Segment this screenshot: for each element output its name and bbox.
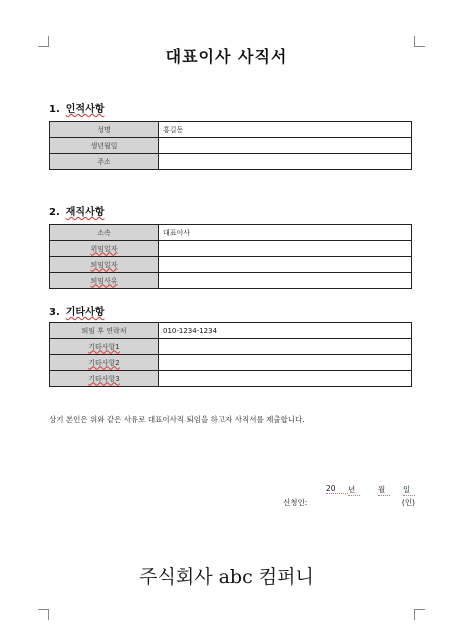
other-2-field[interactable] bbox=[159, 355, 412, 371]
crop-mark-bottom-right bbox=[414, 609, 425, 620]
row-label-appointment-date: 위임일자 bbox=[50, 241, 159, 257]
table-row bbox=[50, 339, 412, 355]
table-row bbox=[50, 371, 412, 387]
month-unit: 월 bbox=[378, 484, 390, 496]
applicant-label: 신청인: bbox=[283, 498, 308, 507]
row-label-contact: 퇴임 후 연락처 bbox=[50, 323, 159, 339]
resignation-reason-field[interactable] bbox=[159, 273, 412, 289]
crop-mark-bottom-left bbox=[38, 609, 49, 620]
row-label-name: 성명 bbox=[50, 122, 159, 138]
table-row bbox=[50, 273, 412, 289]
other-1-field[interactable] bbox=[159, 339, 412, 355]
row-label-birthdate: 생년월일 bbox=[50, 138, 159, 154]
section-title: 인적사항 bbox=[65, 104, 105, 115]
section-title: 재직사항 bbox=[65, 207, 105, 218]
year-unit: 년 bbox=[348, 484, 360, 496]
row-label-other-2: 기타사항2 bbox=[50, 355, 159, 371]
row-label-resignation-reason: 퇴임사유 bbox=[50, 273, 159, 289]
applicant-line bbox=[283, 497, 415, 509]
resignation-date-field[interactable] bbox=[159, 257, 412, 273]
table-row bbox=[50, 154, 412, 170]
section-heading-personal bbox=[49, 100, 104, 115]
seal-label: (인) bbox=[401, 498, 415, 507]
other-3-field[interactable] bbox=[159, 371, 412, 387]
table-row bbox=[50, 225, 412, 241]
table-row bbox=[50, 257, 412, 273]
table-row bbox=[50, 323, 412, 339]
table-row bbox=[50, 138, 412, 154]
day-unit: 일 bbox=[403, 484, 415, 496]
birthdate-field[interactable] bbox=[159, 138, 412, 154]
row-label-resignation-date: 퇴임일자 bbox=[50, 257, 159, 273]
document-title: 대표이사 사직서 bbox=[165, 47, 288, 66]
section-number: 2. bbox=[49, 207, 60, 218]
address-field[interactable] bbox=[159, 154, 412, 170]
row-label-other-1: 기타사항1 bbox=[50, 339, 159, 355]
table-row bbox=[50, 122, 412, 138]
row-label-department: 소속 bbox=[50, 225, 159, 241]
section-heading-other bbox=[49, 303, 104, 318]
date-line bbox=[320, 484, 415, 496]
year-value[interactable]: 20 bbox=[326, 484, 348, 494]
row-label-other-3: 기타사항3 bbox=[50, 371, 159, 387]
name-field[interactable]: 홍길동 bbox=[159, 122, 412, 138]
row-label-address: 주소 bbox=[50, 154, 159, 170]
section-heading-employment bbox=[49, 203, 104, 218]
contact-field[interactable]: 010-1234-1234 bbox=[159, 323, 412, 339]
department-field[interactable]: 대표이사 bbox=[159, 225, 412, 241]
resignation-statement: 상기 본인은 위와 같은 사유로 대표이사직 퇴임을 하고자 사직서를 제출합니다. bbox=[49, 415, 305, 424]
employment-info-table bbox=[49, 224, 412, 289]
personal-info-table bbox=[49, 121, 412, 170]
company-name: 주식회사 abc 컴퍼니 bbox=[139, 566, 314, 588]
table-row bbox=[50, 241, 412, 257]
table-row bbox=[50, 355, 412, 371]
other-info-table bbox=[49, 322, 412, 387]
section-title: 기타사항 bbox=[65, 307, 105, 318]
section-number: 1. bbox=[49, 104, 60, 115]
section-number: 3. bbox=[49, 307, 60, 318]
appointment-date-field[interactable] bbox=[159, 241, 412, 257]
